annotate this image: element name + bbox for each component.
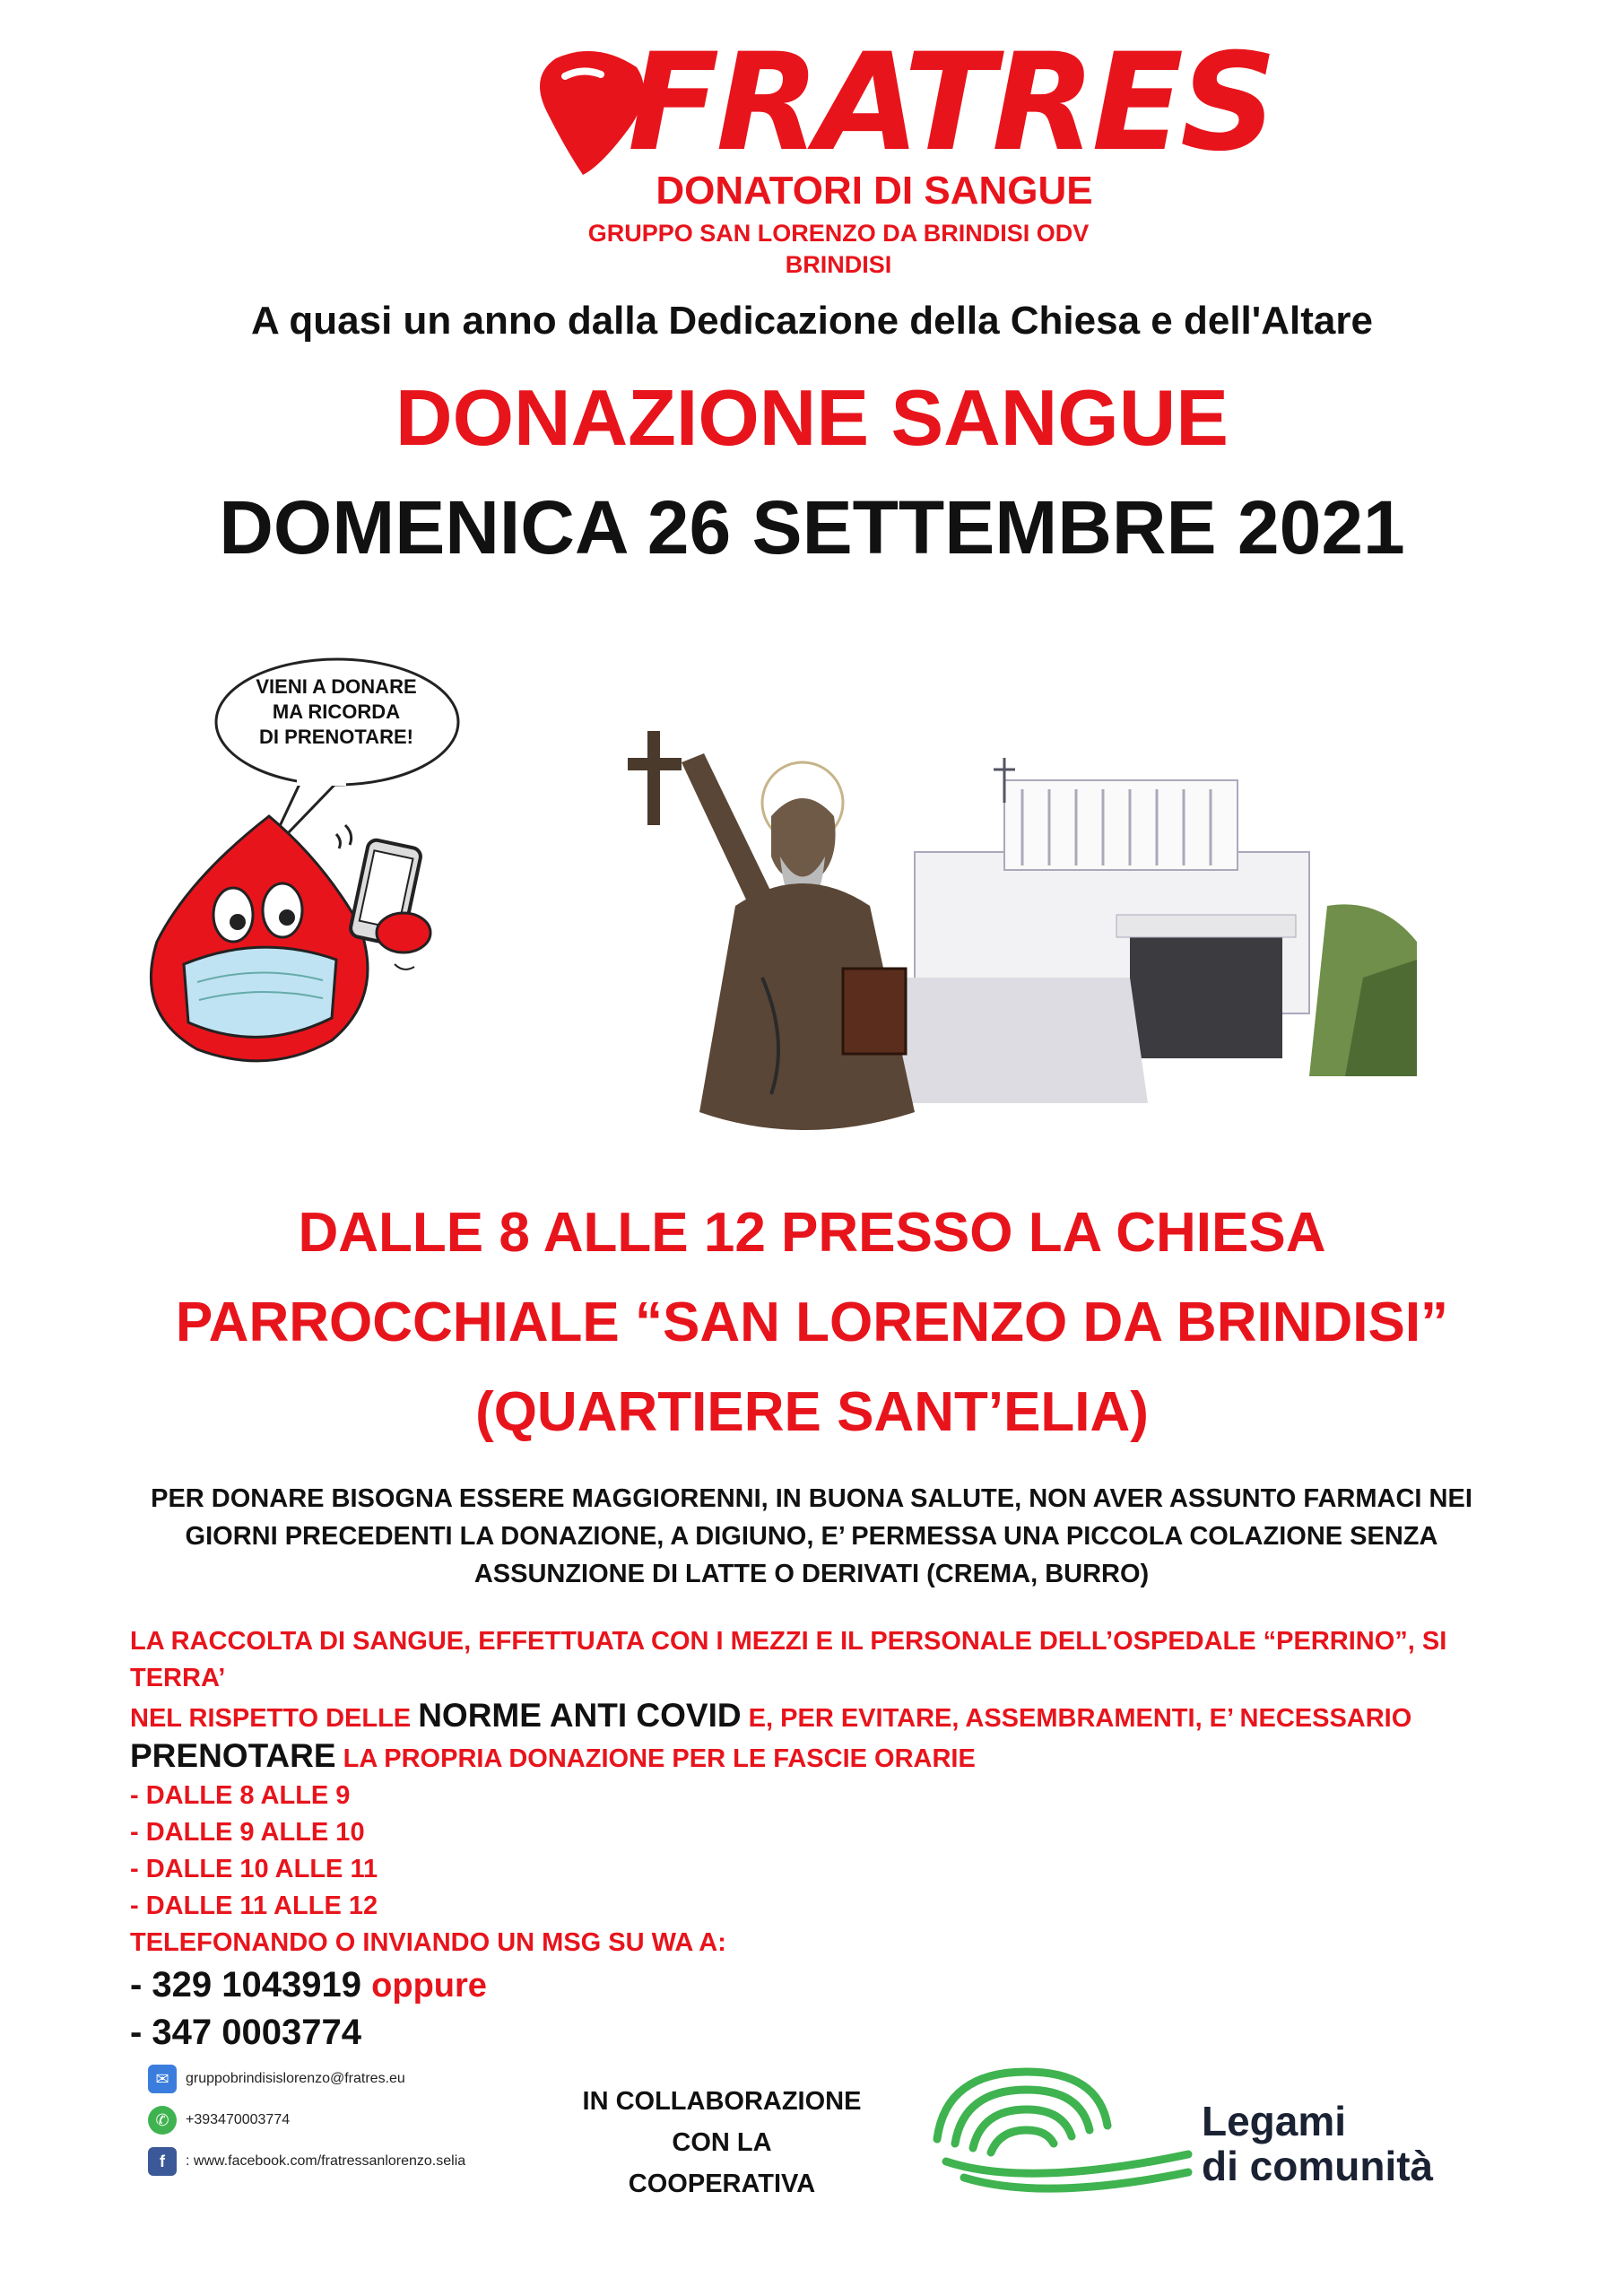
event-date: DOMENICA 26 SETTEMBRE 2021: [219, 485, 1405, 570]
event-location: [0, 1188, 1624, 1457]
logo-group: GRUPPO SAN LORENZO DA BRINDISI ODV: [587, 220, 1090, 247]
info-text: E, PER EVITARE, ASSEMBRAMENTI, E’ NECESSARIO: [741, 1704, 1412, 1733]
phone-number[interactable]: - 329 1043919: [130, 1965, 362, 2005]
whatsapp-row[interactable]: [148, 2100, 578, 2141]
legami-line: Legami: [1202, 2098, 1347, 2144]
contact-intro: TELEFONANDO O INVIANDO UN MSG SU WA A:: [130, 1928, 726, 1957]
requirements-line: GIORNI PRECEDENTI LA DONAZIONE, A DIGIUNO, E’ PERMESSA UNA PICCOLA COLAZIONE SENZA: [185, 1522, 1438, 1551]
requirements-line: ASSUNZIONE DI LATTE O DERIVATI (CREMA, BURRO): [473, 1560, 1150, 1588]
legami-logo-icon: [928, 2054, 1197, 2206]
legami-logo-text: [1202, 2099, 1498, 2188]
bubble-line: VIENI A DONARE: [256, 675, 417, 698]
facebook-icon: f: [148, 2147, 177, 2176]
whatsapp-icon: ✆: [148, 2106, 177, 2135]
book-keyword: PRENOTARE: [130, 1737, 336, 1774]
covid-rules: NORME ANTI COVID: [418, 1697, 742, 1734]
email-address[interactable]: gruppobrindisislorenzo@fratres.eu: [186, 2071, 405, 2086]
facebook-link[interactable]: : www.facebook.com/fratressanlorenzo.selia: [186, 2153, 466, 2169]
subtitle: A quasi un anno dalla Dedicazione della Chiesa e dell'Altare: [251, 299, 1373, 343]
logo-brand: FRATRES: [628, 25, 1274, 181]
info-text: NEL RISPETTO DELLE: [130, 1704, 419, 1733]
requirements-line: PER DONARE BISOGNA ESSERE MAGGIORENNI, IN BUONA SALUTE, NON AVER ASSUNTO FARMACI NEI: [151, 1484, 1472, 1513]
requirements: [126, 1480, 1498, 1593]
email-row[interactable]: [148, 2058, 578, 2100]
info-line: [130, 1737, 1529, 1778]
bubble-text: [224, 674, 448, 750]
time-slot: - DALLE 10 ALLE 11: [130, 1855, 378, 1883]
bubble-line: DI PRENOTARE!: [259, 726, 413, 748]
footer-contacts: [148, 2058, 578, 2182]
info-line: LA RACCOLTA DI SANGUE, EFFETTUATA CON I MEZZI E IL PERSONALE DELL’OSPEDALE “PERRINO”, SI TERRA’: [130, 1627, 1447, 1692]
phone-or: oppure: [371, 1967, 487, 2005]
whatsapp-number[interactable]: +393470003774: [186, 2112, 291, 2127]
bubble-line: MA RICORDA: [272, 700, 401, 723]
phone-line: [130, 1961, 1529, 2009]
location-line: PARROCCHIALE “SAN LORENZO DA BRINDISI”: [175, 1292, 1449, 1353]
logo-subtitle: DONATORI DI SANGUE: [656, 169, 1093, 213]
headline: DONAZIONE SANGUE: [395, 373, 1229, 462]
time-slot: - DALLE 11 ALLE 12: [130, 1892, 378, 1920]
fratres-logo: [529, 25, 1274, 278]
collaboration: [565, 2081, 879, 2205]
collab-line: CON LA: [672, 2128, 772, 2157]
time-slot: - DALLE 9 ALLE 10: [130, 1818, 365, 1847]
email-icon: ✉: [148, 2065, 177, 2093]
collab-line: COOPERATIVA: [628, 2170, 816, 2198]
blood-drop-mascot: [135, 807, 475, 1076]
info-text: LA PROPRIA DONAZIONE PER LE FASCIE ORARIE: [335, 1744, 976, 1773]
location-line: DALLE 8 ALLE 12 PRESSO LA CHIESA: [298, 1202, 1326, 1264]
time-slot: - DALLE 8 ALLE 9: [130, 1781, 351, 1810]
location-line: (QUARTIERE SANT’ELIA): [475, 1381, 1149, 1443]
collab-line: IN COLLABORAZIONE: [582, 2087, 862, 2116]
phone-number[interactable]: - 347 0003774: [130, 2013, 362, 2052]
info-line: [130, 1697, 1529, 1737]
booking-info: [130, 1623, 1529, 2056]
saint-church-image: [628, 682, 1435, 1148]
logo-city: BRINDISI: [785, 251, 892, 278]
facebook-row[interactable]: [148, 2141, 578, 2182]
legami-line: di comunità: [1202, 2143, 1434, 2189]
